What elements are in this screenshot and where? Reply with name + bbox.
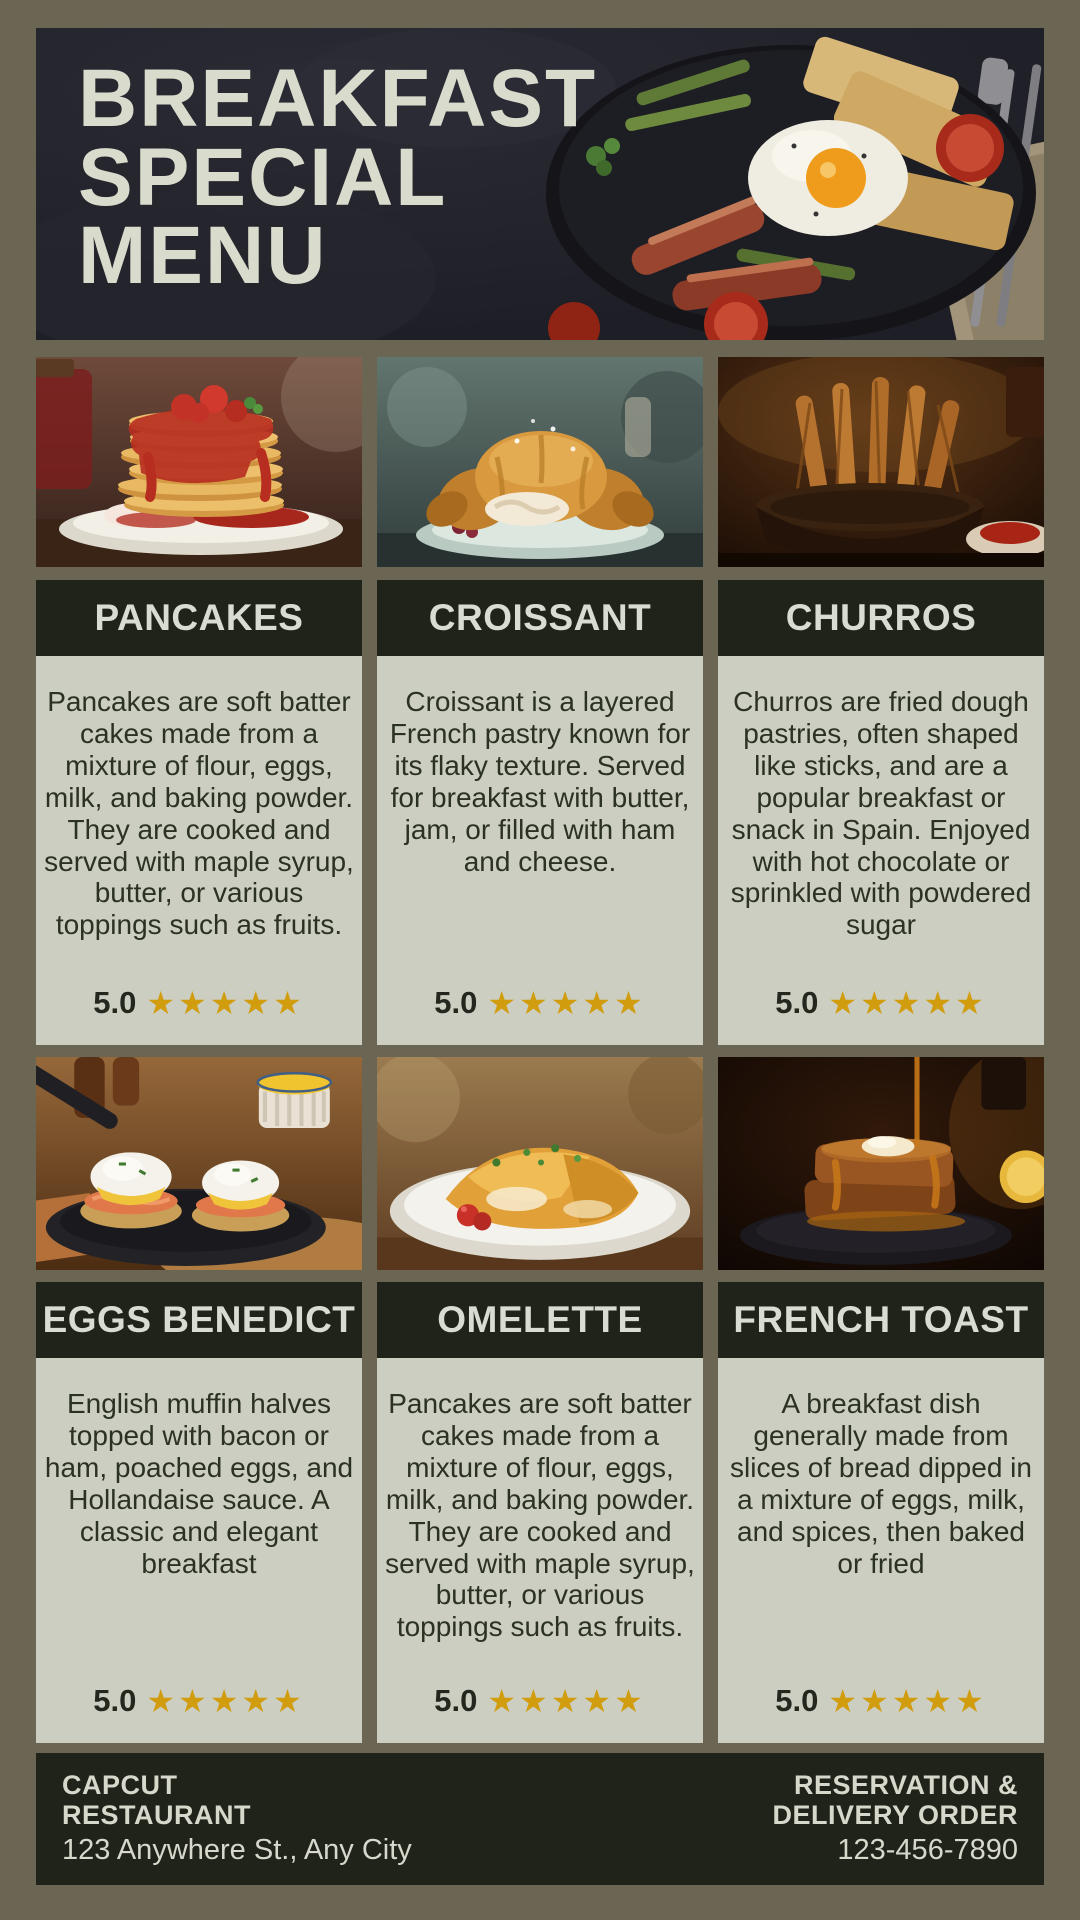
rating-score: 5.0 — [434, 1683, 478, 1718]
photo-pancakes — [36, 357, 362, 567]
photo-croissant — [377, 357, 703, 567]
card-description: Churros are fried dough pastries, often shaped like sticks, and are a popular breakfast or snack in Spain. Enjoyed with hot chocolate or sprinkled with powdered sugar — [730, 686, 1032, 941]
card-title: CROISSANT — [428, 597, 652, 638]
menu-card-pancakes — [36, 580, 362, 1045]
rating-score: 5.0 — [775, 985, 819, 1020]
eggs-benedict-photo-illustration — [36, 1057, 362, 1270]
menu-card-omelette — [377, 1282, 703, 1743]
banner-title-line2: SPECIAL — [78, 131, 448, 223]
card-body — [377, 656, 703, 1045]
footer-contact-block — [772, 1771, 1018, 1866]
footer-cta-line1: RESERVATION & — [793, 1770, 1018, 1801]
banner-title — [78, 53, 598, 302]
photo-eggs-benedict — [36, 1057, 362, 1270]
card-title-bar — [377, 1282, 703, 1358]
card-title: OMELETTE — [437, 1299, 643, 1340]
card-title: CHURROS — [785, 597, 977, 638]
card-description: Croissant is a layered French pastry known for its flaky texture. Served for breakfast with butter, jam, or filled with ham and cheese. — [389, 686, 691, 877]
card-title-bar — [718, 1282, 1044, 1358]
card-description: Pancakes are soft batter cakes made from a mixture of flour, eggs, milk, and baking powder. They are cooked and served with maple syrup, butter, or various toppings such as fruits. — [385, 1388, 695, 1643]
card-body — [377, 1358, 703, 1743]
menu-card-churros — [718, 580, 1044, 1045]
card-title-bar — [36, 1282, 362, 1358]
card-body — [718, 656, 1044, 1045]
banner-title-line1: BREAKFAST — [78, 53, 598, 144]
card-title: PANCAKES — [94, 597, 304, 638]
churros-photo-illustration — [718, 357, 1044, 567]
card-body — [36, 1358, 362, 1743]
photo-omelette — [377, 1057, 703, 1270]
rating-stars-icon: ★★★★★ — [828, 1683, 987, 1719]
omelette-photo-illustration — [377, 1057, 703, 1270]
rating-stars-icon: ★★★★★ — [146, 985, 305, 1021]
rating — [36, 1683, 362, 1743]
rating-score: 5.0 — [775, 1683, 819, 1718]
rating — [36, 985, 362, 1045]
card-title-bar — [718, 580, 1044, 656]
rating-stars-icon: ★★★★★ — [487, 1683, 646, 1719]
rating-stars-icon: ★★★★★ — [828, 985, 987, 1021]
rating-score: 5.0 — [93, 985, 137, 1020]
card-title-bar — [36, 580, 362, 656]
footer-brand-block — [62, 1771, 412, 1866]
french-toast-photo-illustration — [718, 1057, 1044, 1270]
banner-title-line3: MENU — [78, 210, 328, 302]
footer-bar — [36, 1753, 1044, 1885]
card-title: EGGS BENEDICT — [42, 1299, 356, 1340]
footer-brand-line1: CAPCUT — [62, 1770, 178, 1801]
card-title: FRENCH TOAST — [733, 1299, 1029, 1340]
menu-card-eggs-benedict — [36, 1282, 362, 1743]
footer-phone: 123-456-7890 — [837, 1833, 1018, 1866]
card-title-bar — [377, 580, 703, 656]
menu-card-french-toast — [718, 1282, 1044, 1743]
photo-french-toast — [718, 1057, 1044, 1270]
rating-stars-icon: ★★★★★ — [146, 1683, 305, 1719]
rating — [377, 1683, 703, 1743]
pancakes-photo-illustration — [36, 357, 362, 567]
rating — [377, 985, 703, 1045]
rating — [718, 1683, 1044, 1743]
footer-cta-line2: DELIVERY ORDER — [772, 1799, 1018, 1830]
rating-stars-icon: ★★★★★ — [487, 985, 646, 1021]
footer-address: 123 Anywhere St., Any City — [62, 1833, 412, 1866]
rating-score: 5.0 — [434, 985, 478, 1020]
croissant-photo-illustration — [377, 357, 703, 567]
card-description: Pancakes are soft batter cakes made from a mixture of flour, eggs, milk, and baking powder. They are cooked and served with maple syrup, butter, or various toppings such as fruits. — [44, 686, 354, 941]
card-description: English muffin halves topped with bacon or ham, poached eggs, and Hollandaise sauce. A classic and elegant breakfast — [44, 1388, 354, 1579]
card-description: A breakfast dish generally made from slices of bread dipped in a mixture of eggs, milk, and spices, then baked or fried — [730, 1388, 1032, 1579]
rating-score: 5.0 — [93, 1683, 137, 1718]
photo-churros — [718, 357, 1044, 567]
rating — [718, 985, 1044, 1045]
card-body — [718, 1358, 1044, 1743]
card-body — [36, 656, 362, 1045]
menu-card-croissant — [377, 580, 703, 1045]
banner — [36, 28, 1044, 340]
footer-brand-line2: RESTAURANT — [62, 1799, 251, 1830]
